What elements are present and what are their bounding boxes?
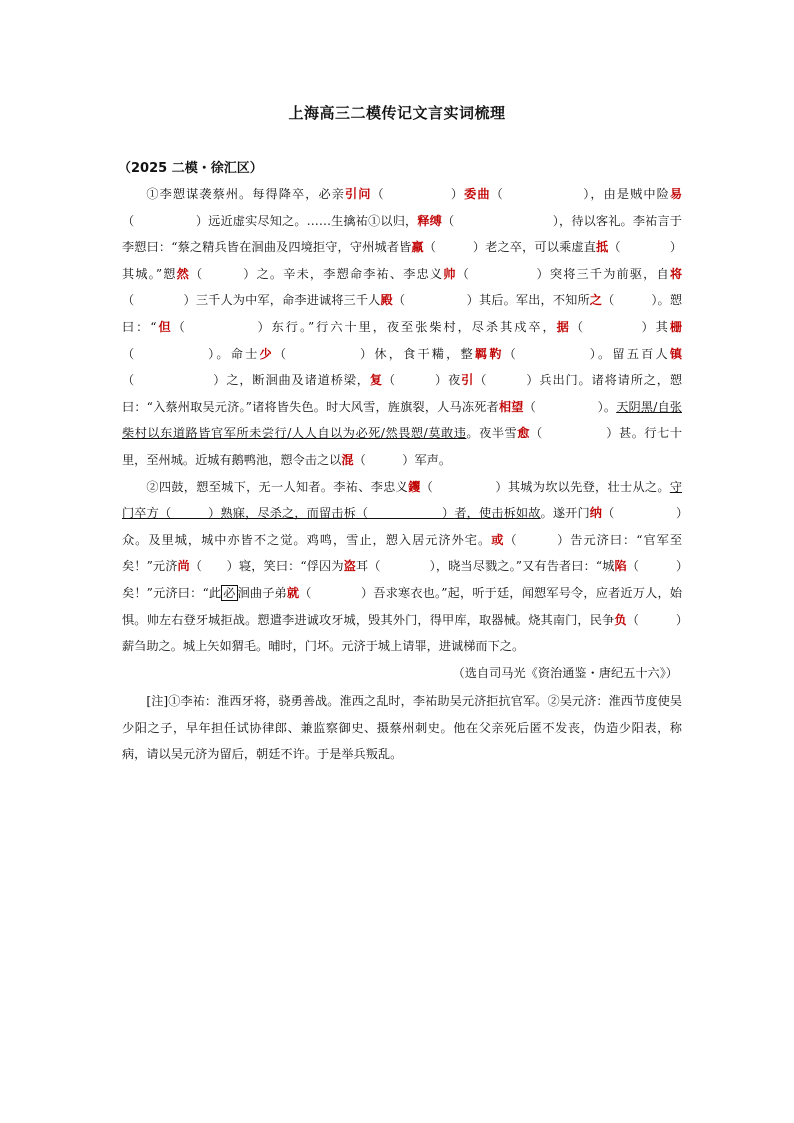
text-run: （ ）: [371, 187, 465, 201]
highlighted-word: 钁: [408, 479, 421, 494]
text-run: （ ）薪刍助之。城上矢如猬毛。晡时，门坏。元济于城上请罪，进诚梯而下之。: [122, 612, 683, 654]
text-run: （ ）突将三千为前驱，自: [456, 266, 670, 281]
highlighted-word: 复: [369, 373, 383, 388]
text-run: （ ）。: [523, 399, 617, 414]
highlighted-word: 栅: [669, 319, 683, 334]
paragraph-2: [122, 474, 682, 660]
highlighted-word: 委曲: [464, 187, 491, 201]
highlighted-word: 然: [176, 266, 190, 281]
text-run: （ ）矣！”元济曰：“此: [122, 559, 683, 600]
citation: （选自司马光《资治通鉴・唐纪五十六》）: [452, 665, 678, 680]
underlined-text: （ ）: [158, 506, 221, 521]
underlined-text: 者，使击柝如故: [454, 506, 541, 521]
text-run: （ ）众。及里城，城中亦皆不之觉。鸡鸣，雪止，愬入居元济外宅。: [122, 506, 683, 547]
text-run: （ ）寝，笑曰：“俘囚为: [189, 559, 344, 574]
text-run: （ ）其: [570, 319, 670, 334]
underlined-text: （ ）: [355, 506, 455, 521]
text-run: （ ）三千人为中军，命李进诚将三千人: [122, 293, 381, 308]
annotation-note: [注]①李祐：淮西牙将，骁勇善战。淮西之乱时，李祐助吴元济拒抗官军。②吴元济：淮西节度使吴少阳之子，早年担任试协律郎、兼监察御史、摄蔡州刺史。他在父亲死后匿不发丧，伪造少阳表，称病，请以吴元济为留后，朝廷不许。于是举兵叛乱。: [122, 694, 682, 762]
highlighted-word: 引问: [344, 187, 372, 201]
highlighted-word: 羁靮: [474, 346, 504, 361]
highlighted-word: 释缚: [417, 213, 442, 228]
highlighted-word: 愈: [517, 426, 530, 441]
highlighted-word: 负: [614, 612, 627, 627]
text-run: （ ）其城。”愬: [122, 240, 683, 281]
text-run: ②四鼓，愬至城下，无一人知者。李祐、李忠义: [146, 479, 409, 494]
text-run: （ ）之，断洄曲及诸道桥梁，: [122, 373, 370, 388]
text-run: （ ）远近虚实尽知之。……生擒祐①以归，: [122, 213, 418, 228]
highlighted-word: 就: [286, 585, 300, 600]
text-run: （ ）其后。军出，不知所: [392, 293, 590, 308]
text-run: 。夜半雪: [466, 426, 518, 441]
text-run: ①李愬谋袭蔡州。每得降卒，必亲: [146, 187, 345, 201]
paragraph-1: [122, 181, 682, 474]
text-run: （ ）东行。”行六十里，夜至张柴村，尽杀其戍卒，: [172, 319, 557, 334]
highlighted-word: 引: [461, 373, 475, 388]
highlighted-word: 殿: [380, 293, 393, 308]
text-run: （ ）老之卒，可以乘虚直: [423, 240, 596, 255]
text-run: （ ）军声。: [353, 452, 452, 467]
highlighted-word: 尚: [177, 559, 190, 574]
highlighted-word: 但: [156, 319, 173, 334]
text-run: （ ）。留五百人: [503, 346, 670, 361]
passage-body: [122, 181, 682, 768]
highlighted-word: 盗: [343, 559, 356, 574]
text-run: （ ）之。辛未，李愬命李祐、李忠义: [189, 266, 444, 281]
text-run: （ ）甚。行七十里，至州城。近城有鹅鸭池，愬令击之以: [122, 426, 683, 467]
text-run: （ ）休，食干糒，整: [273, 346, 475, 361]
highlighted-word: 混: [341, 452, 354, 467]
boxed-char: 必: [223, 585, 236, 600]
underlined-text: 熟寐，尽杀之，而留击柝: [220, 506, 356, 521]
text-run: 。遂开门: [540, 506, 590, 521]
highlighted-word: 将: [669, 266, 683, 281]
highlighted-word: 易: [669, 187, 683, 201]
text-run: （ ）。愬曰：“: [122, 293, 683, 334]
page-title: 上海高三二模传记文言实词梳理: [288, 104, 506, 122]
highlighted-word: 据: [556, 319, 571, 334]
highlighted-word: 抵: [596, 240, 609, 255]
text-run: （ ）吾求寒衣也。”起，听于廷，闻愬军号令，应者近万人，始惧。帅左右登牙城拒战。愬遣李进诚攻牙城，毁其外门，得甲库，取器械。烧其南门，民争: [122, 585, 682, 627]
text-run: （ ）兵出门。诸将请所之，愬曰：“入蔡州取吴元济。”诸将皆失色。时大风雪，旌旗裂，人马冻死者: [122, 373, 683, 414]
highlighted-word: 少: [259, 346, 274, 361]
text-run: （ ）告元济曰：“官军至矣！”元济: [122, 532, 683, 574]
underlined-text: 守门卒方: [122, 479, 683, 521]
highlighted-word: 陷: [614, 559, 627, 574]
text-run: （ ），由是贼中险: [490, 187, 670, 201]
text-run: （ ）。命士: [122, 346, 260, 361]
highlighted-word: 羸: [411, 240, 424, 255]
highlighted-word: 之: [589, 293, 603, 308]
highlighted-word: 镇: [669, 346, 683, 361]
highlighted-word: 纳: [589, 506, 603, 521]
text-run: （ ）其城为坎以先登，壮士从之。: [420, 479, 670, 494]
highlighted-word: 帅: [443, 266, 457, 281]
text-run: （ ）夜: [382, 373, 462, 388]
text-run: 洄曲子弟: [237, 585, 287, 600]
underlined-text: 天阴黑/自张柴村以东道路皆官军所未尝行/人人自以为必死/然畏愬/莫敢违: [122, 399, 682, 441]
highlighted-word: 或: [491, 532, 505, 547]
text-run: （ ），待以客礼。李祐言于李愬曰：“蔡之精兵皆在洄曲及四境拒守，守州城者皆: [122, 213, 682, 255]
source-tag: （2025 二模・徐汇区）: [118, 161, 263, 176]
text-run: 耳（ ），晓当尽戮之。”又有告者曰：“城: [355, 559, 615, 574]
highlighted-word: 相望: [498, 399, 524, 414]
